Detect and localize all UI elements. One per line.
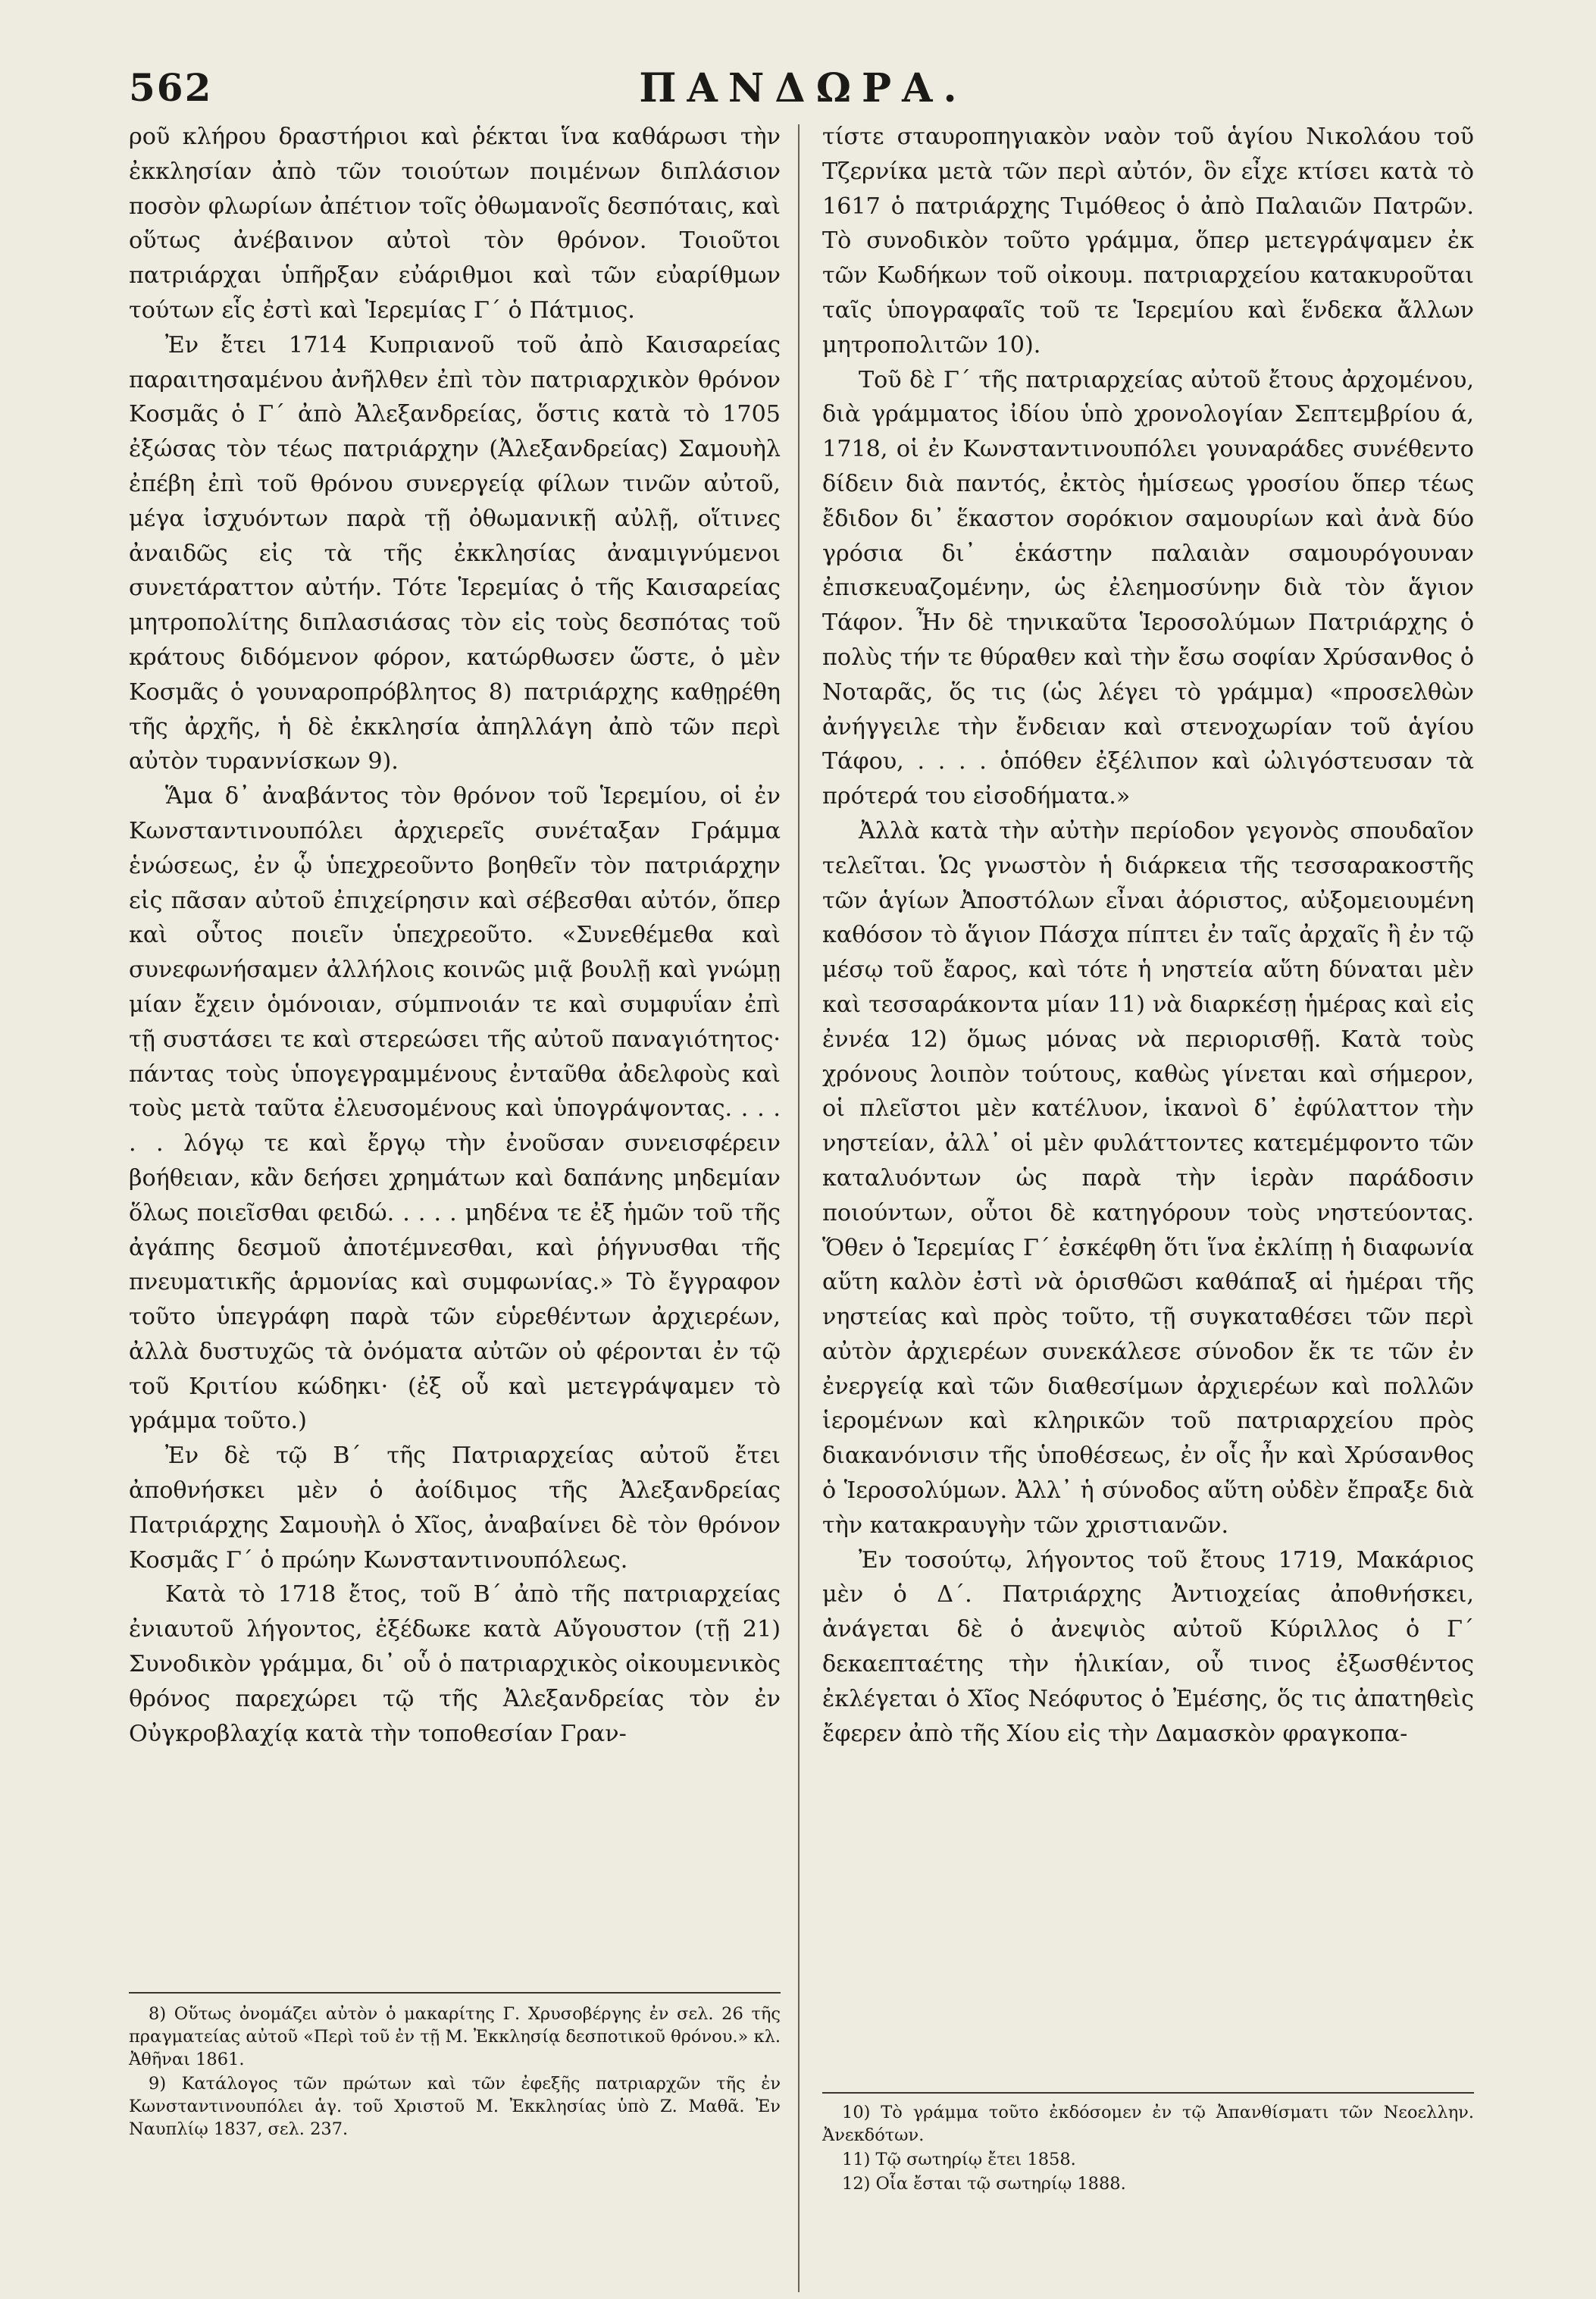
right-column — [822, 120, 1474, 1751]
footnote-rule — [129, 1992, 781, 1994]
left-column — [129, 120, 781, 1751]
footnote-rule — [822, 2092, 1474, 2094]
footnote: 9) Κατάλογος τῶν πρώτων καὶ τῶν ἐφεξῆς πατριαρχῶν τῆς ἐν Κωνσταντινουπόλει ἁγ. τοῦ Χριστοῦ Μ. Ἐκκλησίας ὑπὸ Ζ. Μαθᾶ. Ἐν Ναυπλίῳ 1837, σελ. 237. — [129, 2074, 781, 2139]
page-number: 562 — [129, 65, 213, 110]
footnotes-left — [129, 2003, 781, 2142]
paragraph: Τοῦ δὲ Γ΄ τῆς πατριαρχείας αὐτοῦ ἔτους ἀρχομένου, διὰ γράμματος ἰδίου ὑπὸ χρονολογίαν Σεπτεμβρίου ά, 1718, οἱ ἐν Κωνσταντινουπόλει γουναράδες συνέθεντο δίδειν διὰ παντός, ἐκτὸς ἡμίσεως γροσίου ὅπερ τέως ἔδιδον δι᾽ ἕκαστον σορόκιον σαμουρίων καὶ ἀνὰ δύο γρόσια δι᾽ ἑκάστην παλαιὰν σαμουρόγουναν ἐπισκευαζομένην, ὡς ἐλεημοσύνην διὰ τὸν ἅγιον Τάφον. Ἦν δὲ τηνικαῦτα Ἱεροσολύμων Πατριάρχης ὁ πολὺς τήν τε θύραθεν καὶ τὴν ἔσω σοφίαν Χρύσανθος ὁ Νοταρᾶς, ὅς τις (ὡς λέγει τὸ γράμμα) «προσελθὼν ἀνήγγειλε τὴν ἔνδειαν καὶ στενοχωρίαν τοῦ ἁγίου Τάφου, . . . . ὁπόθεν ἐξέλιπον καὶ ὠλιγόστευσαν τὰ πρότερά του εἰσοδήματα.» — [822, 366, 1474, 810]
paragraph: Ἅμα δ᾽ ἀναβάντος τὸν θρόνον τοῦ Ἱερεμίου, οἱ ἐν Κωνσταντινουπόλει ἀρχιερεῖς συνέταξαν Γράμμα ἑνώσεως, ἐν ᾧ ὑπεχρεοῦντο βοηθεῖν τὸν πατριάρχην εἰς πᾶσαν αὐτοῦ ἐπιχείρησιν καὶ σέβεσθαι αὐτόν, ὅπερ καὶ οὗτος ποιεῖν ὑπεχρεοῦτο. «Συνεθέμεθα καὶ συνεφωνήσαμεν ἀλλήλοις κοινῶς μιᾷ βουλῇ καὶ γνώμῃ μίαν ἔχειν ὁμόνοιαν, σύμπνοιάν τε καὶ συμφυΐαν ἐπὶ τῇ συστάσει τε καὶ στερεώσει τῆς αὐτοῦ παναγιότητος· πάντας τοὺς ὑπογεγραμμένους ἐνταῦθα ἀδελφοὺς καὶ τοὺς μετὰ ταῦτα ἐλευσομένους καὶ ὑπογράψοντας. . . . . . λόγῳ τε καὶ ἔργῳ τὴν ἐνοῦσαν συνεισφέρειν βοήθειαν, κἂν δεήσει χρημάτων καὶ δαπάνης μηδεμίαν ὅλως ποιεῖσθαι φειδώ. . . . . μηδένα τε ἐξ ἡμῶν τοῦ τῆς ἀγάπης δεσμοῦ ἀποτέμνεσθαι, καὶ ῥήγνυσθαι τῆς πνευματικῆς ἁρμονίας καὶ συμφωνίας.» Τὸ ἔγγραφον τοῦτο ὑπεγράφη παρὰ τῶν εὑρεθέντων ἀρχιερέων, ἀλλὰ δυστυχῶς τὰ ὀνόματα αὐτῶν οὐ φέρονται ἐν τῷ τοῦ Κριτίου κώδηκι· (ἐξ οὗ καὶ μετεγράψαμεν τὸ γράμμα τοῦτο.) — [129, 783, 781, 1435]
paragraph: Κατὰ τὸ 1718 ἔτος, τοῦ Β΄ ἀπὸ τῆς πατριαρχείας ἐνιαυτοῦ λήγοντος, ἐξέδωκε κατὰ Αὔγουστον (τῇ 21) Συνοδικὸν γράμμα, δι᾽ οὗ ὁ πατριαρχικὸς οἰκουμενικὸς θρόνος παρεχώρει τῷ τῆς Ἀλεξανδρείας τὸν ἐν Οὐγκροβλαχίᾳ κατὰ τὴν τοποθεσίαν Γραν- — [129, 1581, 781, 1747]
paragraph: Ἐν δὲ τῷ Β΄ τῆς Πατριαρχείας αὐτοῦ ἔτει ἀποθνήσκει μὲν ὁ ἀοίδιμος τῆς Ἀλεξανδρείας Πατριάρχης Σαμουὴλ ὁ Χῖος, ἀναβαίνει δὲ τὸν θρόνον Κοσμᾶς Γ΄ ὁ πρώην Κωνσταντινουπόλεως. — [129, 1442, 781, 1574]
running-title: ΠΑΝΔΩΡΑ. — [639, 65, 968, 111]
paragraph: Ἐν ἔτει 1714 Κυπριανοῦ τοῦ ἀπὸ Καισαρείας παραιτησαμένου ἀνῆλθεν ἐπὶ τὸν πατριαρχικὸν θρόνον Κοσμᾶς ὁ Γ΄ ἀπὸ Ἀλεξανδρείας, ὅστις κατὰ τὸ 1705 ἐξώσας τὸν τέως πατριάρχην (Ἀλεξανδρείας) Σαμουὴλ ἐπέβη ἐπὶ τοῦ θρόνου συνεργείᾳ φίλων τινῶν αὐτοῦ, μέγα ἰσχυόντων παρὰ τῇ ὀθωμανικῇ αὐλῇ, οἵτινες ἀναιδῶς εἰς τὰ τῆς ἐκκλησίας ἀναμιγνύμενοι συνετάραττον αὐτήν. Τότε Ἱερεμίας ὁ τῆς Καισαρείας μητροπολίτης διπλασιάσας τὸν εἰς τοὺς δεσπότας τοῦ κράτους διδόμενον φόρον, κατώρθωσεν ὥστε, ὁ μὲν Κοσμᾶς ὁ γουναροπρόβλητος 8) πατριάρχης καθῃρέθη τῆς ἀρχῆς, ἡ δὲ ἐκκλησία ἀπηλλάγη ἀπὸ τῶν περὶ αὐτὸν τυραννίσκων 9). — [129, 331, 781, 775]
footnote: 11) Τῷ σωτηρίῳ ἔτει 1858. — [842, 2150, 1076, 2169]
footnotes-right — [822, 2101, 1474, 2197]
footnote: 10) Τὸ γράμμα τοῦτο ἐκδόσομεν ἐν τῷ Ἀπανθίσματι τῶν Νεοελλην. Ἀνεκδότων. — [822, 2103, 1474, 2145]
footnote: 12) Οἷα ἔσται τῷ σωτηρίῳ 1888. — [842, 2174, 1126, 2194]
paragraph: ροῦ κλήρου δραστήριοι καὶ ῥέκται ἵνα καθάρωσι τὴν ἐκκλησίαν ἀπὸ τῶν τοιούτων ποιμένων διπλάσιον ποσὸν φλωρίων ἀπέτιον τοῖς ὀθωμανοῖς δεσπόταις, καὶ οὕτως ἀνέβαινον αὐτοὶ τὸν θρόνον. Τοιοῦτοι πατριάρχαι ὑπῆρξαν εὐάριθμοι καὶ τῶν εὐαρίθμων τούτων εἷς ἐστὶ καὶ Ἱερεμίας Γ΄ ὁ Πάτμιος. — [129, 124, 781, 324]
footnote: 8) Οὕτως ὀνομάζει αὐτὸν ὁ μακαρίτης Γ. Χρυσοβέργης ἐν σελ. 26 τῆς πραγματείας αὐτοῦ «Περὶ τοῦ ἐν τῇ Μ. Ἐκκλησίᾳ δεσποτικοῦ θρόνου.» κλ. Ἀθῆναι 1861. — [129, 2004, 781, 2069]
column-divider — [798, 124, 800, 2292]
page-header — [129, 65, 1478, 126]
paragraph: τίστε σταυροπηγιακὸν ναὸν τοῦ ἁγίου Νικολάου τοῦ Τζερνίκα μετὰ τῶν περὶ αὐτόν, ὃν εἶχε κτίσει κατὰ τὸ 1617 ὁ πατριάρχης Τιμόθεος ὁ ἀπὸ Παλαιῶν Πατρῶν. Τὸ συνοδικὸν τοῦτο γράμμα, ὅπερ μετεγράψαμεν ἐκ τῶν Κωδήκων τοῦ οἰκουμ. πατριαρχείου κατακυροῦται ταῖς ὑπογραφαῖς τοῦ τε Ἱερεμίου καὶ ἕνδεκα ἄλλων μητροπολιτῶν 10). — [822, 124, 1474, 359]
paragraph: Ἀλλὰ κατὰ τὴν αὐτὴν περίοδον γεγονὸς σπουδαῖον τελεῖται. Ὡς γνωστὸν ἡ διάρκεια τῆς τεσσαρακοστῆς τῶν ἁγίων Ἀποστόλων εἶναι ἀόριστος, αὐξομειουμένη καθόσον τὸ ἅγιον Πάσχα πίπτει ἐν ταῖς ἀρχαῖς ἢ ἐν τῷ μέσῳ τοῦ ἔαρος, καὶ τότε ἡ νηστεία αὕτη δύναται μὲν καὶ τεσσαράκοντα μίαν 11) νὰ διαρκέσῃ ἡμέρας καὶ εἰς ἐννέα 12) ὅμως μόνας νὰ περιορισθῇ. Κατὰ τοὺς χρόνους λοιπὸν τούτους, καθὼς γίνεται καὶ σήμερον, οἱ πλεῖστοι μὲν κατέλυον, ἱκανοὶ δ᾽ ἐφύλαττον τὴν νηστείαν, ἀλλ᾽ οἱ μὲν φυλάττοντες κατεμέμφοντο τῶν καταλυόντων ὡς παρὰ τὴν ἱερὰν παράδοσιν ποιούντων, οὗτοι δὲ κατηγόρουν τοὺς νηστεύοντας. Ὅθεν ὁ Ἱερεμίας Γ΄ ἐσκέφθη ὅτι ἵνα ἐκλίπῃ ἡ διαφωνία αὕτη καλὸν ἐστὶ νὰ ὁρισθῶσι καθάπαξ αἱ ἡμέραι τῆς νηστείας καὶ πρὸς τοῦτο, τῇ συγκαταθέσει τῶν περὶ αὐτὸν ἀρχιερέων συνεκάλεσε σύνοδον ἔκ τε τῶν ἐν ἐνεργείᾳ καὶ τῶν διαθεσίμων ἀρχιερέων καὶ πολλῶν ἱερομένων καὶ κληρικῶν τοῦ πατριαρχείου πρὸς διακανόνισιν τῆς ὑποθέσεως, ἐν οἷς ἦν καὶ Χρύσανθος ὁ Ἱεροσολύμων. Ἀλλ᾽ ἡ σύνοδος αὕτη οὐδὲν ἔπραξε διὰ τὴν κατακραυγὴν τῶν χριστιανῶν. — [822, 817, 1474, 1539]
paragraph: Ἐν τοσούτῳ, λήγοντος τοῦ ἔτους 1719, Μακάριος μὲν ὁ Δ΄. Πατριάρχης Ἀντιοχείας ἀποθνήσκει, ἀνάγεται δὲ ὁ ἀνεψιὸς αὐτοῦ Κύριλλος ὁ Γ΄ δεκαεπταέτης τὴν ἡλικίαν, οὗ τινος ἐξωσθέντος ἐκλέγεται ὁ Χῖος Νεόφυτος ὁ Ἐμέσης, ὅς τις ἀπατηθεὶς ἔφερεν ἀπὸ τῆς Χίου εἰς τὴν Δαμασκὸν φραγκοπα- — [822, 1546, 1474, 1747]
